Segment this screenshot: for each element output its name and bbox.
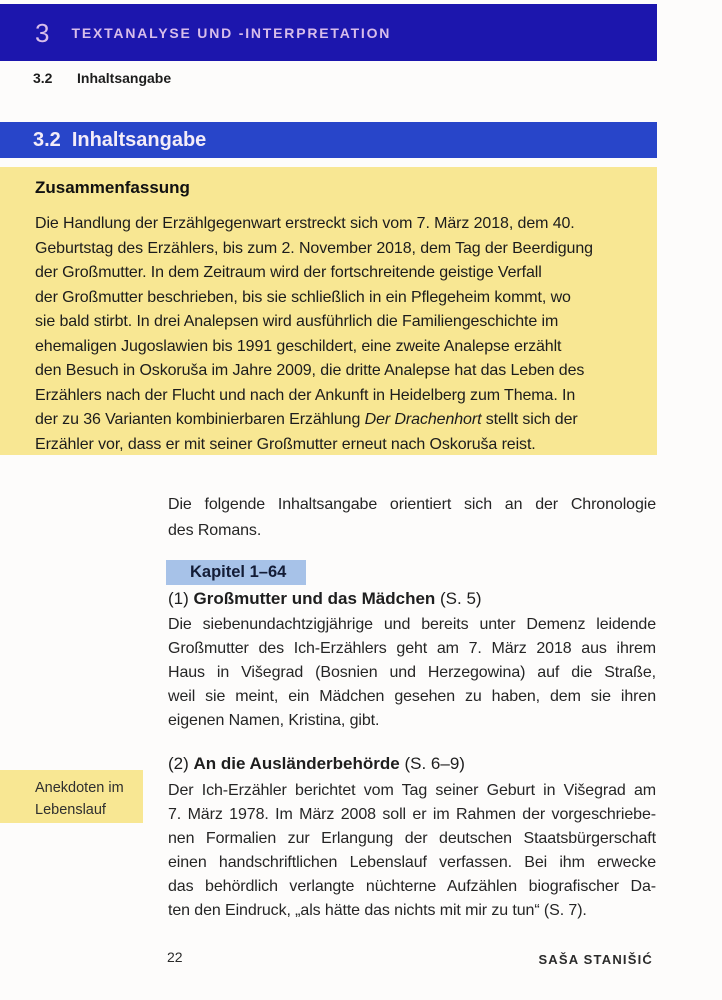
text-line: einen handschriftlichen Lebenslauf verfassen. Bei ihm erwecke	[168, 854, 656, 871]
text-line: ehemaligen Jugoslawien bis 1991 geschildert, eine zweite Analepse erzählt	[35, 337, 562, 355]
text-line: der Großmutter beschrieben, bis sie schließlich in ein Pflegeheim kommt, wo	[35, 288, 571, 306]
breadcrumb-label: Inhaltsangabe	[77, 70, 172, 86]
text-line: den Besuch in Oskoruša im Jahre 2009, die dritte Analepse hat das Leben des	[35, 362, 585, 379]
text-line: Die siebenundachtzigjährige und bereits unter Demenz leidende	[168, 616, 656, 633]
text-line: Erzähler vor, dass er mit seiner Großmutter erneut nach Oskoruša reist.	[35, 435, 536, 453]
text-line: Geburtstag des Erzählers, bis zum 2. November 2018, dem Tag der Beerdigung	[35, 239, 593, 257]
text-line: weil sie meint, ein Mädchen gesehen zu haben, dem sie ihren	[168, 688, 656, 705]
chapter-header-bar	[0, 4, 657, 61]
margin-note	[0, 770, 143, 823]
breadcrumb	[33, 70, 171, 86]
entry-1-heading: (1) Großmutter und das Mädchen (S. 5)	[168, 589, 482, 608]
text-line: eigenen Namen, Kristina, gibt.	[168, 712, 380, 729]
text-line: Die Handlung der Erzählgegenwart erstreckt sich vom 7. März 2018, dem 40.	[35, 215, 575, 232]
summary-box	[0, 167, 657, 455]
section-header-bar	[0, 122, 657, 158]
text-line: Haus in Višegrad (Bosnien und Herzegowina) auf die Straße,	[168, 664, 656, 681]
text-line: nen Formalien zur Erlangung der deutschen Staatsbürgerschaft	[168, 830, 656, 847]
text-line: Der Ich-Erzähler berichtet vom Tag seiner Geburt in Višegrad am	[168, 782, 656, 799]
entry-2-heading: (2) An die Ausländerbehörde (S. 6–9)	[168, 754, 465, 773]
text-line: Erzählers nach der Flucht und nach der Ankunft in Heidelberg zum Thema. In	[35, 386, 576, 404]
author-name: SAŠA STANIŠIĆ	[538, 952, 653, 967]
chapter-title: TEXTANALYSE UND -INTERPRETATION	[71, 24, 392, 41]
text-line: Lebenslauf	[35, 802, 106, 818]
breadcrumb-number: 3.2	[33, 70, 53, 86]
text-line: 7. März 1978. Im März 2008 soll er im Rahmen der vorgeschriebe-	[168, 806, 656, 823]
text-line: Anekdoten im	[35, 780, 124, 796]
summary-title: Zusammenfassung	[35, 178, 190, 197]
text-line: der Großmutter. In dem Zeitraum wird der fortschreitende geistige Verfall	[35, 264, 542, 281]
text-line: das behördlich verlangte nüchterne Aufzählen biografischer Da-	[168, 878, 656, 895]
summary-text	[35, 212, 645, 457]
section-number: 3.2	[33, 128, 61, 151]
text-line: sie bald stirbt. In drei Analepsen wird ausführlich die Familiengeschichte im	[35, 313, 559, 330]
text-line: des Romans.	[168, 522, 262, 539]
text-line: der zu 36 Varianten kombinierbaren Erzählung Der Drachenhort stellt sich der	[35, 411, 578, 428]
chapter-number: 3	[35, 17, 50, 48]
text-line: Die folgende Inhaltsangabe orientiert sich an der Chronologie	[168, 496, 656, 513]
intro-paragraph	[168, 492, 656, 544]
section-title: Inhaltsangabe	[71, 128, 207, 151]
text-line: Großmutter des Ich-Erzählers geht am 7. März 2018 aus ihrem	[168, 640, 656, 657]
entry-1-text	[168, 613, 656, 733]
entry-2-text	[168, 779, 656, 923]
page-number: 22	[167, 949, 183, 965]
chapter-range-label: Kapitel 1–64	[166, 560, 306, 585]
text-line: ten den Eindruck, „als hätte das nichts mit mir zu tun“ (S. 7).	[168, 902, 587, 919]
